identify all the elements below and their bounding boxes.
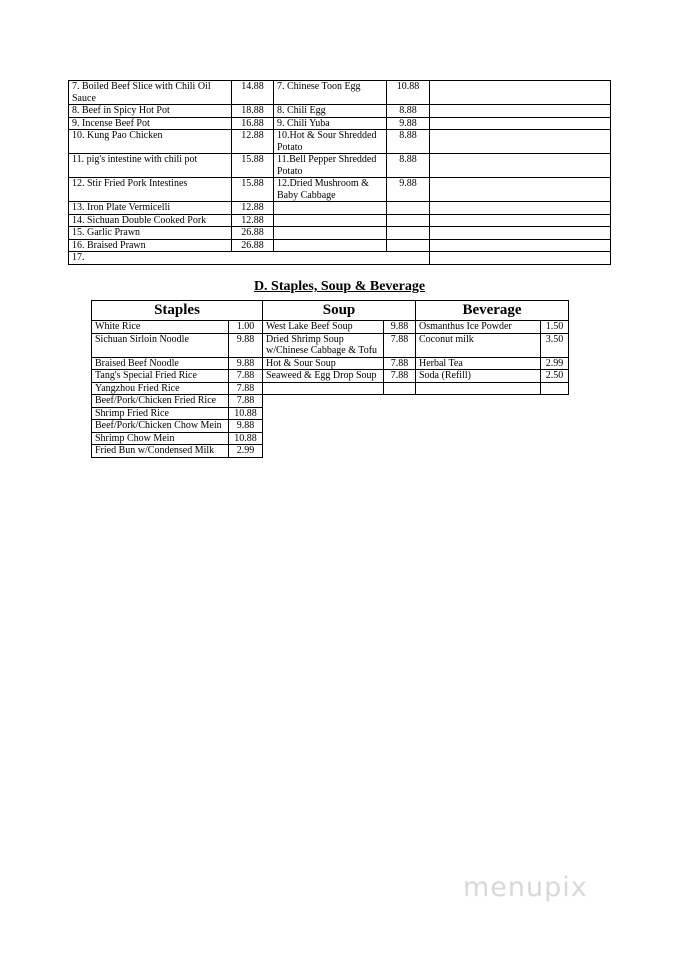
table-row (92, 395, 569, 408)
table-row (92, 445, 569, 458)
table-row (92, 321, 569, 334)
empty-cell (274, 202, 387, 215)
item-price: 9.88 (229, 357, 263, 370)
menupix-watermark: menupix (463, 872, 588, 903)
item-name: 14. Sichuan Double Cooked Pork (69, 214, 232, 227)
item-name: 16. Braised Prawn (69, 239, 232, 252)
item-name: 13. Iron Plate Vermicelli (69, 202, 232, 215)
item-price: 7.88 (229, 382, 263, 395)
item-price: 9.88 (384, 321, 416, 334)
empty-cell (430, 81, 611, 105)
table-row (92, 382, 569, 395)
table-row (92, 357, 569, 370)
item-price: 10.88 (387, 81, 430, 105)
item-name: Hot & Sour Soup (263, 357, 384, 370)
item-price: 2.99 (229, 445, 263, 458)
empty-cell (263, 382, 384, 395)
item-price: 18.88 (232, 105, 274, 118)
item-name: Shrimp Chow Mein (92, 432, 229, 445)
item-name: White Rice (92, 321, 229, 334)
item-price: 14.88 (232, 81, 274, 105)
item-name: Yangzhou Fried Rice (92, 382, 229, 395)
item-price: 9.88 (387, 117, 430, 130)
empty-cell (430, 227, 611, 240)
empty-cell (430, 239, 611, 252)
table-row (69, 154, 611, 178)
empty-cell (541, 382, 569, 395)
item-name: Beef/Pork/Chicken Fried Rice (92, 395, 229, 408)
item-name: 15. Garlic Prawn (69, 227, 232, 240)
item-price: 7.88 (229, 370, 263, 383)
item-name: 10.Hot & Sour Shredded Potato (274, 130, 387, 154)
item-price: 10.88 (229, 407, 263, 420)
table-row (69, 117, 611, 130)
table-row (69, 178, 611, 202)
item-name: 9. Chili Yuba (274, 117, 387, 130)
item-name: Seaweed & Egg Drop Soup (263, 370, 384, 383)
table-row (69, 252, 611, 265)
menu-table-top (68, 80, 611, 265)
empty-cell (430, 202, 611, 215)
item-name: Dried Shrimp Soup w/Chinese Cabbage & Tofu (263, 333, 384, 357)
item-price: 12.88 (232, 214, 274, 227)
item-name: Beef/Pork/Chicken Chow Mein (92, 420, 229, 433)
column-header-soup: Soup (263, 301, 416, 321)
item-name: 9. Incense Beef Pot (69, 117, 232, 130)
empty-cell (430, 105, 611, 118)
item-name: 8. Chili Egg (274, 105, 387, 118)
item-name: 8. Beef in Spicy Hot Pot (69, 105, 232, 118)
item-name: 10. Kung Pao Chicken (69, 130, 232, 154)
item-price: 7.88 (384, 357, 416, 370)
table-row (92, 333, 569, 357)
empty-cell (430, 252, 611, 265)
item-price: 10.88 (229, 432, 263, 445)
item-name: Osmanthus Ice Powder (416, 321, 541, 334)
item-name: 12.Dried Mushroom & Baby Cabbage (274, 178, 387, 202)
item-name: 11.Bell Pepper Shredded Potato (274, 154, 387, 178)
item-name: 7. Chinese Toon Egg (274, 81, 387, 105)
staples-soup-beverage-table (91, 300, 569, 458)
item-name: Tang's Special Fried Rice (92, 370, 229, 383)
table-row (92, 432, 569, 445)
item-name: Fried Bun w/Condensed Milk (92, 445, 229, 458)
table-row (69, 81, 611, 105)
empty-cell (430, 130, 611, 154)
item-price: 1.50 (541, 321, 569, 334)
item-name: 12. Stir Fried Pork Intestines (69, 178, 232, 202)
empty-cell (430, 214, 611, 227)
table-row (69, 105, 611, 118)
item-price: 8.88 (387, 154, 430, 178)
empty-cell (430, 154, 611, 178)
empty-cell (387, 227, 430, 240)
item-price: 15.88 (232, 178, 274, 202)
item-name: Soda (Refill) (416, 370, 541, 383)
item-price: 26.88 (232, 227, 274, 240)
item-name: West Lake Beef Soup (263, 321, 384, 334)
column-header-staples: Staples (92, 301, 263, 321)
item-name: Shrimp Fried Rice (92, 407, 229, 420)
empty-cell (274, 227, 387, 240)
item-price: 15.88 (232, 154, 274, 178)
column-header-beverage: Beverage (416, 301, 569, 321)
item-name: Braised Beef Noodle (92, 357, 229, 370)
item-name: 11. pig's intestine with chili pot (69, 154, 232, 178)
item-price: 7.88 (384, 333, 416, 357)
empty-cell (387, 239, 430, 252)
table-row (92, 370, 569, 383)
item-name: Herbal Tea (416, 357, 541, 370)
item-price: 7.88 (229, 395, 263, 408)
table-row (69, 130, 611, 154)
item-price: 16.88 (232, 117, 274, 130)
item-price: 8.88 (387, 105, 430, 118)
item-price: 26.88 (232, 239, 274, 252)
item-price: 2.99 (541, 357, 569, 370)
item-price: 12.88 (232, 130, 274, 154)
table-row (69, 227, 611, 240)
item-price: 9.88 (387, 178, 430, 202)
table-row (69, 214, 611, 227)
item-price: 1.00 (229, 321, 263, 334)
table-row (69, 239, 611, 252)
empty-cell (274, 214, 387, 227)
empty-cell (430, 117, 611, 130)
empty-cell (384, 382, 416, 395)
item-name: 17. (69, 252, 430, 265)
item-price: 12.88 (232, 202, 274, 215)
item-name: Sichuan Sirloin Noodle (92, 333, 229, 357)
empty-cell (387, 214, 430, 227)
empty-cell (387, 202, 430, 215)
item-name: 7. Boiled Beef Slice with Chili Oil Sauce (69, 81, 232, 105)
empty-cell (430, 178, 611, 202)
item-price: 8.88 (387, 130, 430, 154)
item-price: 2.50 (541, 370, 569, 383)
item-price: 3.50 (541, 333, 569, 357)
table-row (69, 202, 611, 215)
table-row (92, 420, 569, 433)
item-price: 9.88 (229, 420, 263, 433)
empty-cell (416, 382, 541, 395)
section-title: D. Staples, Soup & Beverage (253, 279, 426, 294)
item-price: 7.88 (384, 370, 416, 383)
table-row (92, 407, 569, 420)
empty-cell (274, 239, 387, 252)
item-name: Coconut milk (416, 333, 541, 357)
table-header-row (92, 301, 569, 321)
item-price: 9.88 (229, 333, 263, 357)
